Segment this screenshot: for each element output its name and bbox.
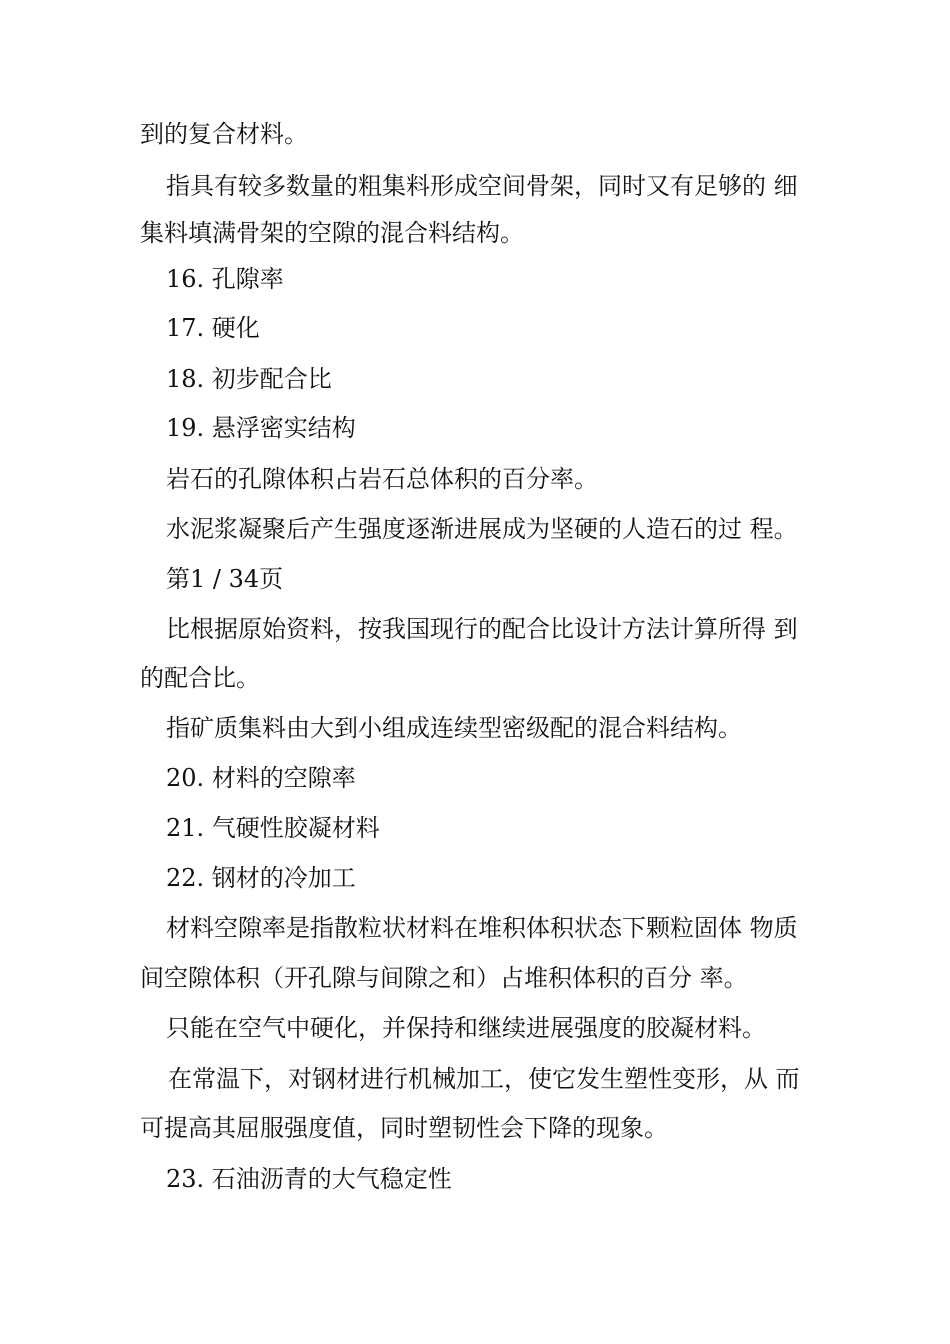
text-line: 比根据原始资料，按我国现行的配合比设计方法计算所得 到: [166, 615, 798, 643]
list-item: 17. 硬化: [166, 314, 260, 342]
text-line: 岩石的孔隙体积占岩石总体积的百分率。: [166, 465, 598, 493]
text-line: 指具有较多数量的粗集料形成空间骨架，同时又有足够的 细: [166, 172, 798, 200]
text-line: 材料空隙率是指散粒状材料在堆积体积状态下颗粒固体 物质: [166, 914, 798, 942]
text-line: 水泥浆凝聚后产生强度逐渐进展成为坚硬的人造石的过 程。: [166, 515, 798, 543]
list-item: 16. 孔隙率: [166, 265, 284, 293]
list-item: 22. 钢材的冷加工: [166, 864, 356, 892]
list-item: 19. 悬浮密实结构: [166, 414, 356, 442]
text-line: 的配合比。: [140, 664, 260, 692]
list-item: 18. 初步配合比: [166, 365, 332, 393]
text-line: 可提高其屈服强度值，同时塑韧性会下降的现象。: [140, 1114, 668, 1142]
text-line: 到的复合材料。: [140, 120, 308, 148]
text-line: 集料填满骨架的空隙的混合料结构。: [140, 219, 524, 247]
list-item: 23. 石油沥青的大气稳定性: [166, 1165, 452, 1193]
text-line: 在常温下，对钢材进行机械加工，使它发生塑性变形，从 而: [168, 1065, 800, 1093]
list-item: 20. 材料的空隙率: [166, 764, 356, 792]
text-line: 指矿质集料由大到小组成连续型密级配的混合料结构。: [166, 714, 742, 742]
list-item: 21. 气硬性胶凝材料: [166, 814, 380, 842]
text-line: 只能在空气中硬化，并保持和继续进展强度的胶凝材料。: [166, 1014, 766, 1042]
page-number: 第1 / 34页: [166, 565, 284, 593]
text-line: 间空隙体积（开孔隙与间隙之和）占堆积体积的百分 率。: [140, 964, 748, 992]
